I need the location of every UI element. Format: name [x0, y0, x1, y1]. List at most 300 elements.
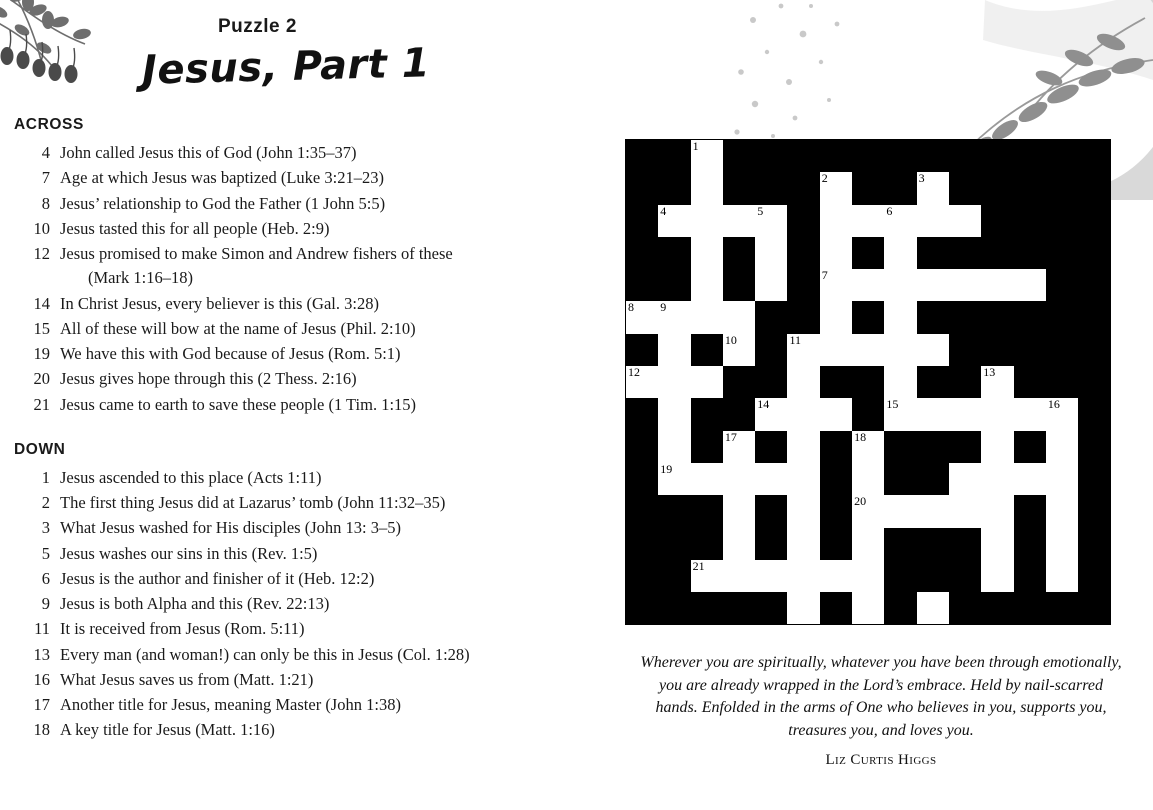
clue-number: 18 — [33, 720, 50, 740]
grid-cell-block — [1078, 301, 1111, 333]
grid-row — [626, 560, 1111, 592]
grid-cell-open[interactable] — [658, 205, 690, 237]
grid-cell-block — [917, 560, 949, 592]
grid-cell-block — [981, 334, 1013, 366]
grid-cell-open[interactable] — [787, 431, 819, 463]
clue-number: 5 — [41, 543, 50, 563]
grid-cell-block — [852, 366, 884, 398]
grid-cell-block — [884, 528, 916, 560]
grid-cell-block — [658, 528, 690, 560]
grid-cell-block — [691, 495, 723, 527]
quote-block — [636, 652, 1126, 771]
clue-text: In Christ Jesus, every believer is this (Gal. 3:28) — [60, 293, 379, 313]
clue-across-7 — [14, 166, 574, 190]
grid-cell-open[interactable] — [691, 366, 723, 398]
grid-cell-block — [658, 269, 690, 301]
grid-cell-block — [1046, 366, 1078, 398]
grid-cell-open[interactable] — [820, 398, 852, 430]
grid-cell-open[interactable] — [852, 592, 884, 625]
grid-cell-block — [1046, 172, 1078, 204]
clue-text: Jesus’ relationship to God the Father (1 John 5:5) — [60, 193, 386, 213]
grid-cell-open[interactable] — [755, 269, 787, 301]
grid-cell-open[interactable] — [884, 366, 916, 398]
grid-cell-block — [1078, 334, 1111, 366]
grid-cell-block — [755, 172, 787, 204]
clue-number: 19 — [33, 344, 50, 363]
grid-cell-block — [820, 431, 852, 463]
clue-text: The first thing Jesus did at Lazarus’ tomb (John 11:32–35) — [60, 493, 446, 512]
grid-cell-block — [1014, 528, 1046, 560]
grid-cell-open[interactable] — [884, 237, 916, 269]
clue-text: Jesus promised to make Simon and Andrew fishers of these (Mark 1:16–18) — [60, 242, 574, 291]
grid-cell-block — [658, 592, 690, 625]
grid-cell-block — [917, 301, 949, 333]
clue-text: We have this with God because of Jesus (Rom. 5:1) — [60, 344, 401, 363]
grid-cell-block — [1014, 205, 1046, 237]
grid-cell-open[interactable] — [852, 205, 884, 237]
clue-text: Jesus is the author and finisher of it (Heb. 12:2) — [60, 568, 375, 588]
grid-cell-block — [1078, 592, 1111, 625]
grid-cell-block — [820, 528, 852, 560]
grid-cell-open[interactable] — [852, 560, 884, 592]
grid-cell-open[interactable] — [981, 398, 1013, 430]
grid-cell-block — [981, 237, 1013, 269]
grid-cell-block — [917, 528, 949, 560]
grid-cell-block — [755, 495, 787, 527]
grid-cell-block — [1014, 301, 1046, 333]
clue-number: 11 — [34, 619, 50, 639]
grid-cell-block — [755, 592, 787, 625]
grid-cell-block — [787, 301, 819, 333]
clue-text: What Jesus washed for His disciples (John 13: 3–5) — [60, 518, 401, 538]
grid-cell-open[interactable] — [917, 334, 949, 366]
grid-cell-open[interactable] — [755, 463, 787, 495]
grid-cell-open[interactable] — [917, 398, 949, 430]
grid-cell-open[interactable] — [981, 269, 1013, 301]
grid-cell-block — [787, 140, 819, 173]
grid-cell-open[interactable] — [917, 592, 949, 625]
grid-cell-open[interactable] — [820, 269, 852, 301]
grid-cell-block — [1078, 269, 1111, 301]
grid-cell-open[interactable] — [626, 366, 659, 398]
clue-number: 1 — [41, 467, 50, 487]
grid-cell-block — [884, 140, 916, 173]
grid-cell-block — [658, 495, 690, 527]
puzzle-number: Puzzle 2 — [218, 16, 297, 37]
grid-cell-number: 12 — [628, 365, 640, 380]
grid-cell-open[interactable] — [1046, 463, 1078, 495]
grid-cell-block — [1078, 205, 1111, 237]
grid-row — [626, 205, 1111, 237]
grid-cell-number: 9 — [660, 300, 667, 315]
clue-number: 2 — [41, 493, 50, 512]
clue-across-12 — [14, 242, 574, 291]
grid-cell-open[interactable] — [723, 334, 755, 366]
grid-cell-block — [1078, 398, 1111, 430]
grid-cell-open[interactable] — [820, 301, 852, 333]
grid-cell-open[interactable] — [949, 463, 981, 495]
grid-cell-block — [626, 205, 659, 237]
grid-cell-number: 20 — [854, 494, 867, 509]
grid-cell-open[interactable] — [787, 560, 819, 592]
crossword-grid[interactable] — [625, 139, 1111, 625]
grid-cell-block — [1014, 237, 1046, 269]
grid-cell-block — [949, 334, 981, 366]
grid-cell-open[interactable] — [1046, 528, 1078, 560]
clue-across-15 — [14, 317, 574, 341]
grid-cell-open[interactable] — [787, 495, 819, 527]
grid-cell-open[interactable] — [755, 398, 787, 430]
clue-down-3 — [14, 516, 574, 540]
grid-cell-open[interactable] — [787, 366, 819, 398]
clue-across-14 — [14, 292, 574, 316]
grid-cell-open[interactable] — [723, 431, 755, 463]
grid-cell-block — [723, 237, 755, 269]
grid-cell-open[interactable] — [1046, 431, 1078, 463]
grid-cell-open[interactable] — [884, 398, 916, 430]
grid-cell-block — [723, 172, 755, 204]
grid-cell-open[interactable] — [658, 366, 690, 398]
grid-row — [626, 172, 1111, 204]
clue-across-20 — [14, 367, 574, 391]
grid-cell-block — [1014, 560, 1046, 592]
grid-cell-open[interactable] — [884, 334, 916, 366]
clue-number: 3 — [41, 518, 50, 538]
clue-number: 15 — [33, 318, 50, 338]
grid-cell-block — [1014, 140, 1046, 173]
grid-cell-block — [852, 237, 884, 269]
grid-cell-block — [949, 560, 981, 592]
grid-cell-open[interactable] — [1046, 560, 1078, 592]
grid-cell-block — [626, 592, 659, 625]
grid-cell-block — [1046, 334, 1078, 366]
grid-cell-open[interactable] — [691, 269, 723, 301]
grid-cell-block — [981, 592, 1013, 625]
grid-cell-block — [626, 463, 659, 495]
grid-cell-number: 4 — [660, 203, 667, 218]
grid-cell-block — [1046, 592, 1078, 625]
grid-row — [626, 495, 1111, 527]
grid-cell-block — [658, 140, 690, 173]
grid-cell-block — [723, 366, 755, 398]
grid-cell-block — [691, 592, 723, 625]
clue-text: Another title for Jesus, meaning Master (John 1:38) — [60, 695, 401, 714]
clue-number: 12 — [33, 244, 50, 263]
grid-cell-open[interactable] — [755, 560, 787, 592]
grid-cell-open[interactable] — [820, 172, 852, 204]
clue-down-18 — [14, 718, 574, 742]
grid-cell-open[interactable] — [852, 334, 884, 366]
grid-cell-open[interactable] — [949, 398, 981, 430]
clue-down-2 — [14, 491, 574, 515]
grid-row — [626, 237, 1111, 269]
grid-cell-block — [723, 592, 755, 625]
grid-cell-block — [949, 140, 981, 173]
grid-cell-open[interactable] — [691, 140, 723, 173]
grid-cell-block — [626, 140, 659, 173]
grid-cell-block — [1014, 366, 1046, 398]
clue-text: Jesus tasted this for all people (Heb. 2:9) — [60, 218, 330, 238]
grid-cell-block — [949, 172, 981, 204]
grid-row — [626, 528, 1111, 560]
grid-cell-block — [1078, 140, 1111, 173]
clue-panel — [14, 116, 574, 744]
grid-cell-block — [1078, 528, 1111, 560]
grid-cell-open[interactable] — [884, 495, 916, 527]
grid-cell-number: 15 — [886, 397, 899, 412]
grid-cell-block — [691, 528, 723, 560]
grid-cell-block — [949, 528, 981, 560]
grid-cell-number: 17 — [724, 429, 737, 444]
grid-cell-block — [1014, 334, 1046, 366]
grid-cell-open[interactable] — [755, 205, 787, 237]
grid-cell-block — [949, 592, 981, 625]
grid-cell-block — [949, 237, 981, 269]
clue-number: 6 — [41, 568, 50, 588]
grid-cell-open[interactable] — [787, 592, 819, 625]
grid-cell-open[interactable] — [658, 398, 690, 430]
grid-cell-open[interactable] — [884, 269, 916, 301]
grid-row — [626, 301, 1111, 333]
clue-down-13 — [14, 643, 574, 667]
clue-across-19 — [14, 342, 574, 366]
grid-cell-number: 14 — [757, 397, 770, 412]
clue-text: Jesus gives hope through this (2 Thess. 2:16) — [60, 369, 357, 389]
grid-cell-block — [917, 463, 949, 495]
clue-text: Jesus is both Alpha and this (Rev. 22:13) — [60, 594, 330, 613]
grid-cell-block — [1046, 205, 1078, 237]
grid-cell-open[interactable] — [1046, 398, 1078, 430]
grid-cell-open[interactable] — [820, 205, 852, 237]
grid-cell-open[interactable] — [1014, 269, 1046, 301]
grid-cell-open[interactable] — [723, 528, 755, 560]
grid-cell-open[interactable] — [1014, 463, 1046, 495]
grid-cell-block — [626, 172, 659, 204]
grid-cell-open[interactable] — [658, 334, 690, 366]
grid-cell-open[interactable] — [917, 269, 949, 301]
clue-across-8 — [14, 192, 574, 216]
grid-cell-open[interactable] — [820, 560, 852, 592]
grid-cell-block — [884, 560, 916, 592]
grid-cell-open[interactable] — [787, 463, 819, 495]
clue-text: Jesus washes our sins in this (Rev. 1:5) — [60, 543, 318, 563]
clue-text: Age at which Jesus was baptized (Luke 3:21–23) — [60, 168, 384, 188]
grid-cell-number: 18 — [854, 429, 867, 444]
grid-cell-open[interactable] — [787, 528, 819, 560]
grid-row — [626, 334, 1111, 366]
grid-cell-block — [755, 301, 787, 333]
grid-cell-block — [755, 366, 787, 398]
grid-cell-open[interactable] — [691, 463, 723, 495]
grid-cell-open[interactable] — [1014, 398, 1046, 430]
clue-number: 4 — [41, 143, 50, 162]
grid-cell-block — [820, 463, 852, 495]
grid-cell-block — [691, 431, 723, 463]
grid-cell-block — [658, 560, 690, 592]
grid-cell-open[interactable] — [723, 463, 755, 495]
grid-cell-block — [852, 301, 884, 333]
grid-cell-open[interactable] — [723, 495, 755, 527]
grid-cell-open[interactable] — [981, 528, 1013, 560]
grid-cell-number: 6 — [886, 203, 893, 218]
grid-cell-open[interactable] — [981, 463, 1013, 495]
grid-cell-open[interactable] — [917, 495, 949, 527]
clue-text: A key title for Jesus (Matt. 1:16) — [60, 720, 275, 740]
clue-text: What Jesus saves us from (Matt. 1:21) — [60, 669, 314, 689]
grid-cell-open[interactable] — [755, 237, 787, 269]
grid-cell-open[interactable] — [981, 366, 1013, 398]
quote-attribution: Liz Curtis Higgs — [825, 751, 937, 768]
grid-cell-block — [691, 398, 723, 430]
grid-cell-block — [1046, 237, 1078, 269]
grid-cell-open[interactable] — [1046, 495, 1078, 527]
clue-number: 7 — [41, 168, 50, 188]
grid-cell-block — [820, 592, 852, 625]
clue-number: 17 — [33, 695, 50, 714]
grid-cell-number: 5 — [757, 203, 764, 218]
grid-row — [626, 398, 1111, 430]
grid-cell-block — [1078, 560, 1111, 592]
grid-cell-block — [917, 366, 949, 398]
grid-cell-block — [755, 140, 787, 173]
grid-cell-block — [626, 431, 659, 463]
grid-cell-open[interactable] — [658, 463, 690, 495]
grid-cell-open[interactable] — [691, 205, 723, 237]
grid-cell-block — [917, 237, 949, 269]
clue-number: 9 — [41, 594, 50, 613]
grid-cell-block — [626, 269, 659, 301]
grid-row — [626, 592, 1111, 625]
clue-number: 13 — [33, 644, 50, 664]
clue-down-9 — [14, 592, 574, 616]
grid-cell-open[interactable] — [981, 560, 1013, 592]
grid-cell-number: 2 — [821, 171, 828, 186]
grid-cell-open[interactable] — [884, 205, 916, 237]
grid-cell-block — [658, 237, 690, 269]
grid-cell-block — [626, 560, 659, 592]
grid-cell-open[interactable] — [787, 334, 819, 366]
grid-cell-block — [884, 172, 916, 204]
grid-cell-open[interactable] — [917, 205, 949, 237]
grid-cell-open[interactable] — [852, 269, 884, 301]
grid-cell-block — [949, 366, 981, 398]
grid-cell-block — [626, 528, 659, 560]
grid-cell-block — [1078, 366, 1111, 398]
grid-cell-block — [755, 334, 787, 366]
grid-row — [626, 269, 1111, 301]
grid-cell-block — [626, 237, 659, 269]
grid-cell-open[interactable] — [691, 172, 723, 204]
grid-cell-block — [981, 172, 1013, 204]
grid-cell-open[interactable] — [949, 205, 981, 237]
grid-cell-block — [1078, 463, 1111, 495]
grid-cell-open[interactable] — [723, 205, 755, 237]
grid-cell-open[interactable] — [981, 495, 1013, 527]
clue-down-6 — [14, 567, 574, 591]
clue-down-1 — [14, 466, 574, 490]
grid-cell-block — [626, 495, 659, 527]
grid-cell-open[interactable] — [852, 431, 884, 463]
grid-cell-open[interactable] — [626, 301, 659, 333]
clue-number: 8 — [41, 193, 50, 213]
grid-cell-block — [1078, 495, 1111, 527]
clue-across-4 — [14, 141, 574, 165]
clue-down-16 — [14, 668, 574, 692]
clue-down-11 — [14, 617, 574, 641]
grid-cell-open[interactable] — [691, 301, 723, 333]
clue-text: All of these will bow at the name of Jesus (Phil. 2:10) — [60, 318, 416, 338]
clue-number: 21 — [33, 394, 50, 414]
grid-cell-open[interactable] — [917, 172, 949, 204]
grid-cell-block — [787, 269, 819, 301]
grid-cell-open[interactable] — [723, 301, 755, 333]
grid-cell-number: 21 — [692, 558, 705, 573]
grid-cell-block — [981, 205, 1013, 237]
clue-text: Jesus came to earth to save these people (1 Tim. 1:15) — [60, 394, 417, 414]
grid-cell-open[interactable] — [981, 431, 1013, 463]
grid-cell-open[interactable] — [884, 301, 916, 333]
grid-cell-open[interactable] — [691, 560, 723, 592]
grid-cell-open[interactable] — [949, 495, 981, 527]
grid-cell-open[interactable] — [658, 431, 690, 463]
grid-cell-block — [626, 334, 659, 366]
grid-cell-block — [884, 592, 916, 625]
grid-cell-block — [1046, 140, 1078, 173]
grid-row — [626, 140, 1111, 173]
grid-cell-block — [658, 172, 690, 204]
grid-cell-number: 19 — [660, 461, 673, 476]
grid-cell-block — [1078, 237, 1111, 269]
grid-cell-block — [852, 172, 884, 204]
clue-text: It is received from Jesus (Rom. 5:11) — [60, 619, 305, 639]
grid-cell-number: 10 — [724, 332, 737, 347]
grid-cell-open[interactable] — [949, 269, 981, 301]
grid-row — [626, 431, 1111, 463]
grid-cell-open[interactable] — [658, 301, 690, 333]
grid-cell-block — [1078, 431, 1111, 463]
grid-cell-open[interactable] — [820, 237, 852, 269]
clue-across-21 — [14, 393, 574, 417]
grid-cell-open[interactable] — [852, 495, 884, 527]
clue-down-5 — [14, 542, 574, 566]
grid-cell-block — [852, 398, 884, 430]
grid-cell-open[interactable] — [820, 334, 852, 366]
grid-row — [626, 463, 1111, 495]
grid-cell-number: 16 — [1047, 397, 1060, 412]
grid-cell-block — [884, 431, 916, 463]
grid-cell-block — [852, 140, 884, 173]
grid-cell-open[interactable] — [852, 528, 884, 560]
clue-text: Jesus ascended to this place (Acts 1:11) — [60, 467, 322, 487]
grid-cell-block — [1014, 592, 1046, 625]
grid-cell-number: 1 — [692, 139, 699, 153]
grid-cell-open[interactable] — [852, 463, 884, 495]
grid-cell-block — [1014, 431, 1046, 463]
grid-cell-block — [755, 528, 787, 560]
grid-cell-open[interactable] — [691, 237, 723, 269]
grid-cell-block — [787, 205, 819, 237]
clue-across-10 — [14, 217, 574, 241]
grid-cell-block — [820, 366, 852, 398]
grid-cell-block — [949, 301, 981, 333]
grid-cell-open[interactable] — [787, 398, 819, 430]
grid-cell-number: 7 — [821, 268, 828, 283]
grid-cell-open[interactable] — [723, 560, 755, 592]
clue-text: John called Jesus this of God (John 1:35–37) — [60, 143, 357, 162]
grid-cell-block — [787, 172, 819, 204]
grid-cell-block — [1046, 301, 1078, 333]
crossword-table[interactable] — [625, 139, 1111, 625]
